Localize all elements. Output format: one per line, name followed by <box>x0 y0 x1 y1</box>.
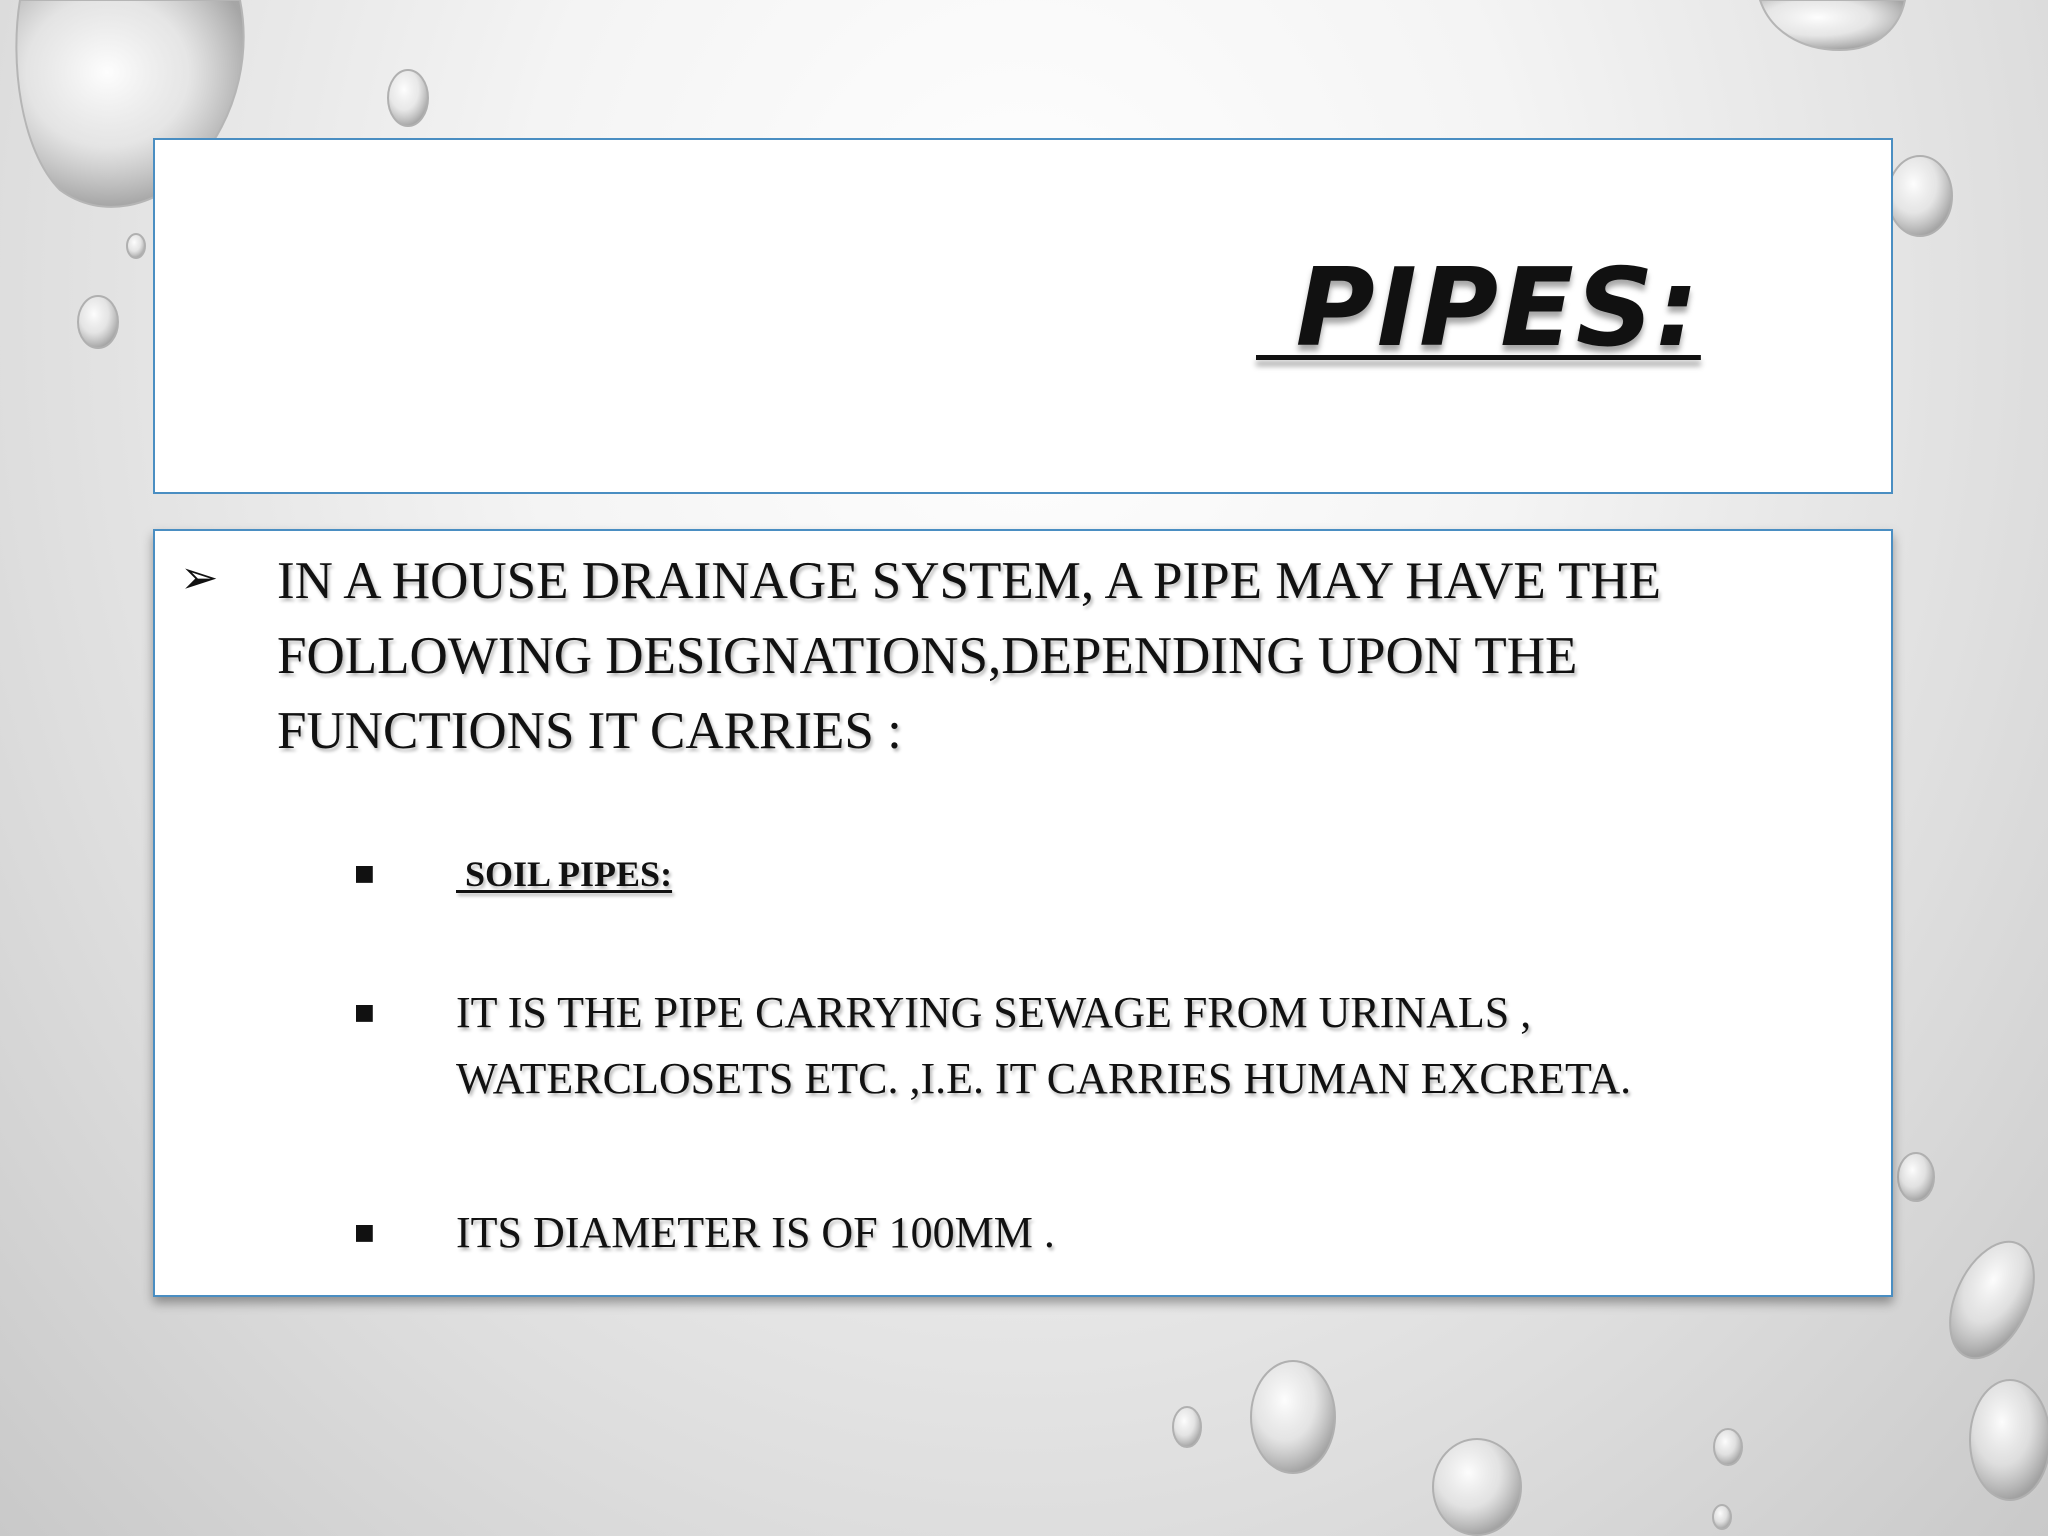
drop-bottom-3 <box>1433 1439 1521 1535</box>
drop-bottom-5 <box>1713 1505 1731 1529</box>
drop-top-right <box>1760 0 1905 50</box>
soil-pipes-heading: SOIL PIPES: <box>456 854 673 894</box>
drop-small-top <box>388 70 428 126</box>
square-bullet-icon: ■ <box>354 1000 375 1025</box>
soil-pipes-description: IT IS THE PIPE CARRYING SEWAGE FROM URINALS , WATERCLOSETS ETC. ,I.E. IT CARRIES HUMAN EXCRETA. <box>456 988 1632 1103</box>
intro-text: IN A HOUSE DRAINAGE SYSTEM, A PIPE MAY HAVE THE FOLLOWING DESIGNATIONS,DEPENDING UPON THE FUNCTIONS IT CARRIES : <box>277 552 1662 760</box>
slide-title: PIPES: <box>1256 246 1701 371</box>
drop-left-1 <box>78 296 118 348</box>
drop-right-1 <box>1888 156 1952 236</box>
square-bullet-icon: ■ <box>354 861 375 886</box>
drop-right-4 <box>1970 1380 2048 1500</box>
drop-right-2 <box>1898 1153 1934 1201</box>
soil-pipes-diameter: ITS DIAMETER IS OF 100MM . <box>456 1208 1055 1257</box>
arrow-bullet-icon: ➢ <box>180 550 219 604</box>
drop-right-3 <box>1933 1229 2048 1372</box>
drop-bottom-2 <box>1173 1407 1201 1447</box>
drop-bottom-4 <box>1714 1429 1742 1465</box>
drop-bottom-1 <box>1251 1361 1335 1473</box>
drop-left-2 <box>127 234 145 258</box>
square-bullet-icon: ■ <box>354 1220 375 1245</box>
